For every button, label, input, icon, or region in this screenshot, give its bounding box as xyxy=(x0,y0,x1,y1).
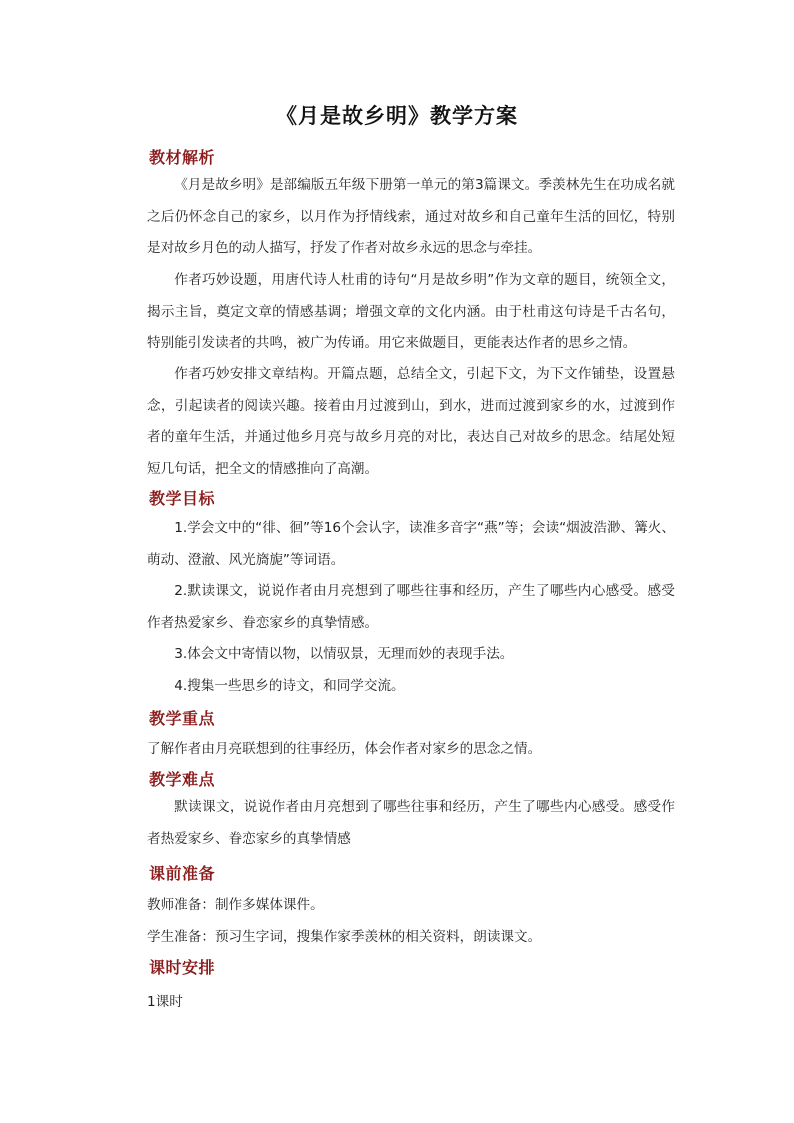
goal-item-3: 3.体会文中寄情以物，以情驭景，无理而妙的表现手法。 xyxy=(174,646,514,662)
goal-item-1: 1.学会文中的“徘、徊”等16个会认字，读准多音字“燕”等；会读“烟波浩渺、篝火、萌动、澄澈、风光旖旎”等词语。 xyxy=(147,520,675,568)
analysis-paragraph-2: 作者巧妙设题，用唐代诗人杜甫的诗句“月是故乡明”作为文章的题目，统领全文，揭示主旨，奠定文章的情感基调；增强文章的文化内涵。由于杜甫这句诗是千古名句，特别能引发读者的共鸣，被广为传诵。用它来做题目，更能表达作者的思乡之情。 xyxy=(147,272,675,351)
goal-item-4: 4.搜集一些思乡的诗文，和同学交流。 xyxy=(174,678,405,694)
key-points-text: 了解作者由月亮联想到的往事经历，体会作者对家乡的思念之情。 xyxy=(147,741,542,757)
difficulties-text: 默读课文，说说作者由月亮想到了哪些往事和经历，产生了哪些内心感受。感受作者热爱家乡、眷恋家乡的真挚情感 xyxy=(147,799,675,847)
difficulties-heading: 教学难点 xyxy=(149,770,216,789)
key-points-heading: 教学重点 xyxy=(149,709,216,728)
document-title: 《月是故乡明》教学方案 xyxy=(276,103,518,128)
goals-heading: 教学目标 xyxy=(149,489,216,508)
goal-item-2: 2.默读课文，说说作者由月亮想到了哪些往事和经历，产生了哪些内心感受。感受作者热爱家乡、眷恋家乡的真挚情感。 xyxy=(147,583,675,631)
teacher-preparation: 教师准备：制作多媒体课件。 xyxy=(147,897,324,913)
preparation-heading: 课前准备 xyxy=(149,864,216,883)
schedule-text: 1课时 xyxy=(147,994,183,1010)
student-preparation: 学生准备：预习生字词，搜集作家季羡林的相关资料，朗读课文。 xyxy=(147,929,542,945)
schedule-heading: 课时安排 xyxy=(149,958,216,977)
analysis-heading: 教材解析 xyxy=(149,148,216,167)
analysis-paragraph-3: 作者巧妙安排文章结构。开篇点题，总结全文，引起下文，为下文作铺垫，设置悬念，引起读者的阅读兴趣。接着由月过渡到山，到水，进而过渡到家乡的水，过渡到作者的童年生活，并通过他乡月亮与故乡月亮的对比，表达自己对故乡的思念。结尾处短短几句话，把全文的情感推向了高潮。 xyxy=(147,366,675,477)
analysis-paragraph-1: 《月是故乡明》是部编版五年级下册第一单元的第3篇课文。季羡林先生在功成名就之后仍怀念自己的家乡，以月作为抒情线索，通过对故乡和自己童年生活的回忆，特别是对故乡月色的动人描写，抒发了作者对故乡永远的思念与牵挂。 xyxy=(147,177,675,256)
